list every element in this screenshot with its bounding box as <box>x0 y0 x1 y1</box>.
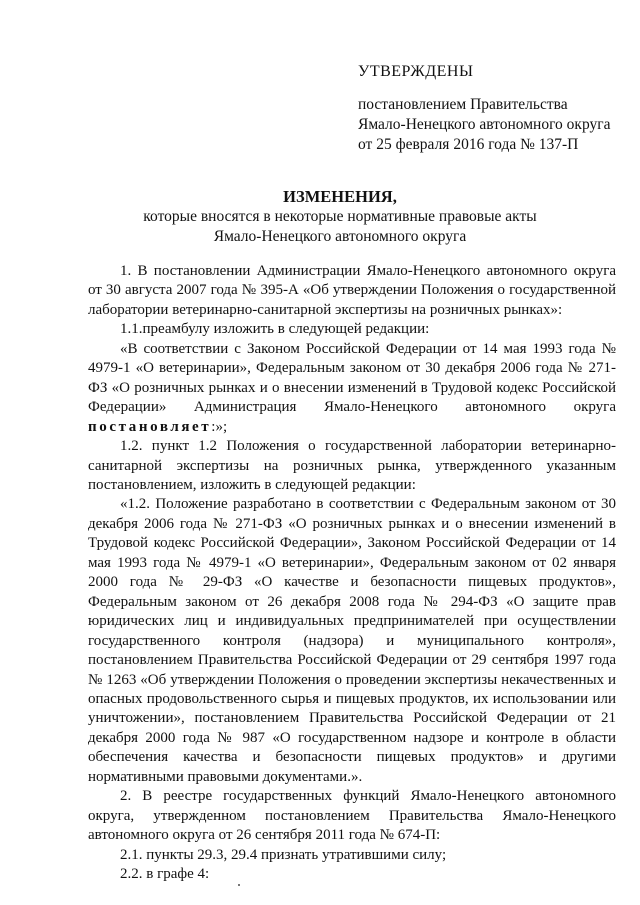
document-title: ИЗМЕНЕНИЯ, <box>283 187 397 206</box>
paragraph-2-1: 2.1. пункты 29.3, 29.4 признать утратившими силу; <box>120 846 447 863</box>
document-title-block <box>60 186 620 247</box>
page-mark-dot <box>238 884 240 886</box>
approval-heading: УТВЕРЖДЕНЫ <box>358 63 474 80</box>
document-body <box>88 262 616 885</box>
preamble-text: «В соответствии с Законом Российской Федерации от 14 мая 1993 года № 4979-1 «О ветеринарии», Федеральным законом от 30 декабря 2006 года № 271-ФЗ «О розничных рынках и о внесении изменений в Трудовой кодекс Российской Федерации» Администрация Ямало-Ненецкого автономного округа <box>88 340 616 416</box>
paragraph-2-2: 2.2. в графе 4: <box>120 866 210 883</box>
document-subtitle-line-1: которые вносятся в некоторые нормативные правовые акты <box>143 208 537 225</box>
paragraph-preamble <box>88 340 616 437</box>
document-subtitle-line-2: Ямало-Ненецкого автономного округа <box>213 228 467 245</box>
approval-line-1: постановлением Правительства <box>358 96 568 113</box>
approval-line-2: Ямало-Ненецкого автономного округа <box>358 116 611 133</box>
paragraph-1-1: 1.1.преамбулу изложить в следующей редакции: <box>120 321 430 338</box>
paragraph-1-2: 1.2. пункт 1.2 Положения о государственной лаборатории ветеринарно-санитарной экспертизы на розничных рынка, утвержденного указанным постановлением, изложить в следующей редакции: <box>88 438 616 493</box>
paragraph-1: 1. В постановлении Администрации Ямало-Ненецкого автономного округа от 30 августа 2007 года № 395-А «Об утверждении Положения о государственной лаборатории ветеринарно-санитарной экспертизы на розничных рынках»: <box>88 263 616 318</box>
approval-line-3: от 25 февраля 2016 года № 137-П <box>358 136 579 153</box>
preamble-end: :»; <box>211 418 228 435</box>
paragraph-2: 2. В реестре государственных функций Ямало-Ненецкого автономного округа, утвержденном постановлением Правительства Ямало-Ненецкого автономного округа от 26 сентября 2011 года № 674-П: <box>88 788 616 844</box>
preamble-decree-word: постановляет <box>88 418 212 435</box>
paragraph-1-2-text: «1.2. Положение разработано в соответствии с Федеральным законом от 30 декабря 2006 года № 271-ФЗ «О розничных рынках и о внесении изменений в Трудовой кодекс Российской Федерации», Законом Российской Федерации от 14 мая 1993 года № 4979-1 «О ветеринарии», Федеральным законом от 02 января 2000 года № 29-ФЗ «О качестве и безопасности пищевых продуктов», Федеральным законом от 26 декабря 2008 года № 294-ФЗ «О защите прав юридических лиц и индивидуальных предпринимателей при осуществлении государственного контроля (надзора) и муниципального контроля», постановлением Правительства Российской Федерации от 29 сентября 1997 года № 1263 «Об утверждении Положения о проведении экспертизы некачественных и опасных продовольственного сырья и пищевых продуктов, их использовании или уничтожении», постановлением Правительства Российской Федерации от 21 декабря 2000 года № 987 «О государственном надзоре и контроле в области обеспечения качества и безопасности пищевых продуктов» и другими нормативными правовыми документами.». <box>88 496 616 785</box>
approval-stamp <box>358 62 628 155</box>
